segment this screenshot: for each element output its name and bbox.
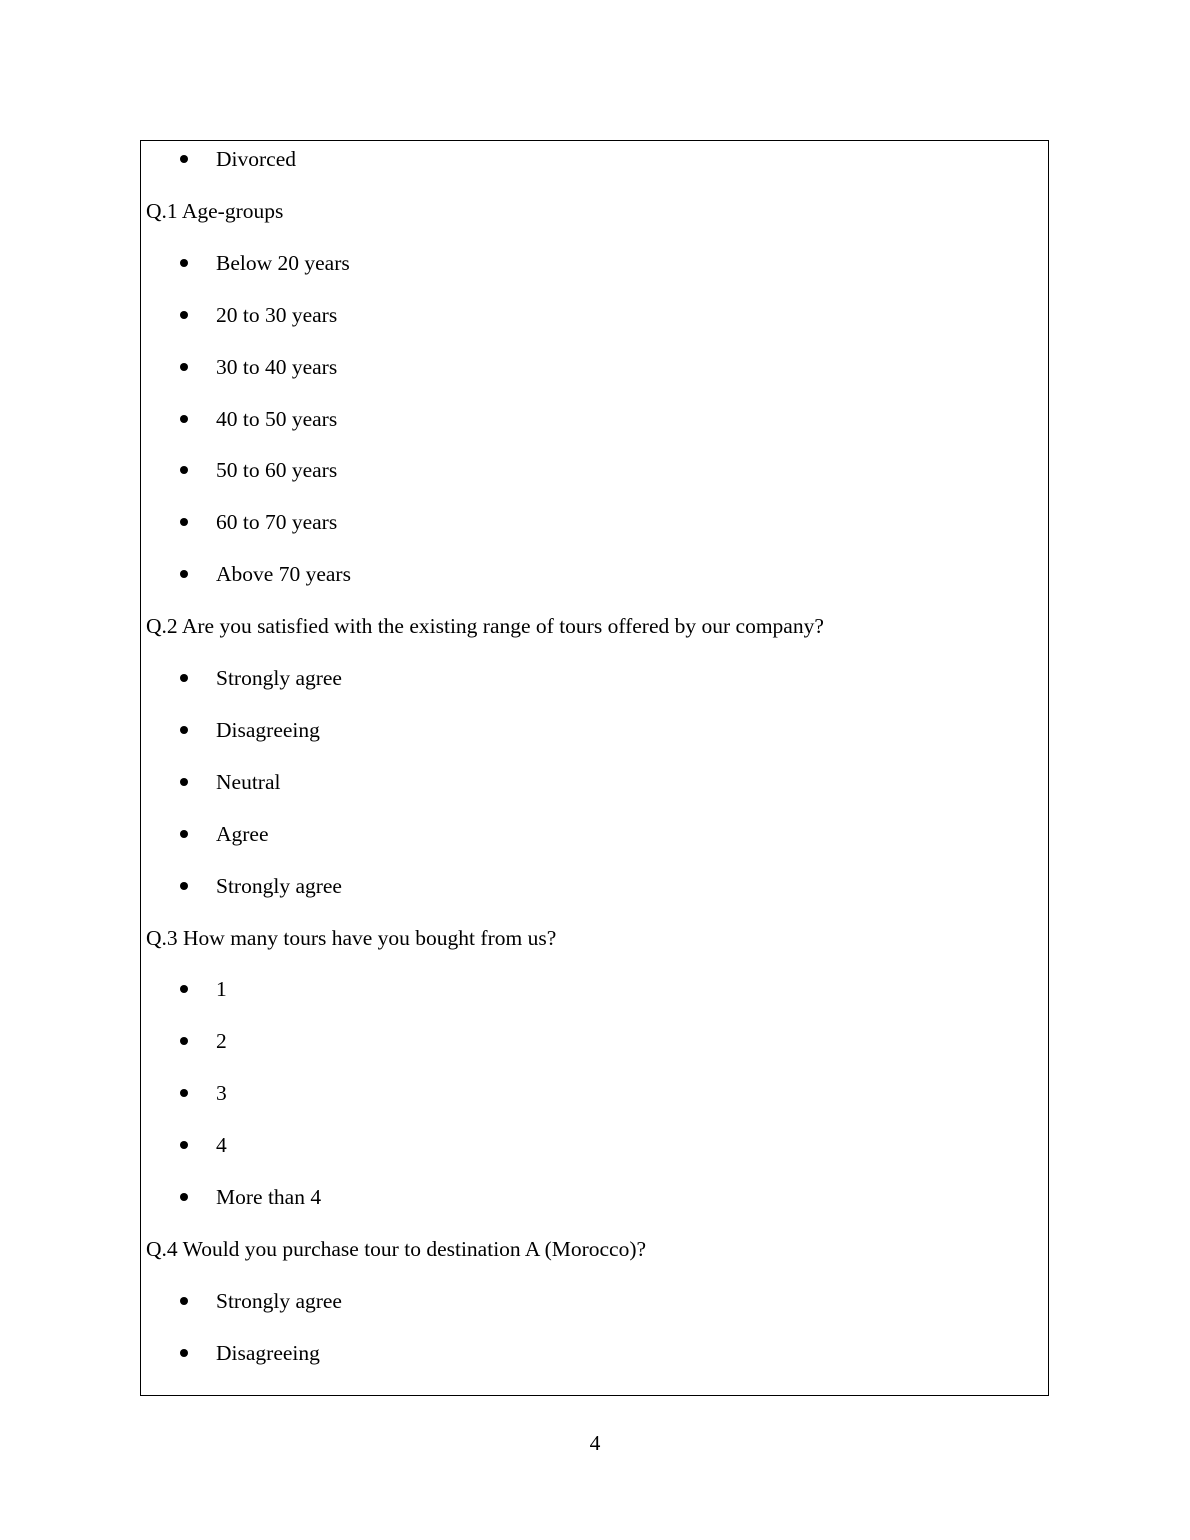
question-heading: Q.4 Would you purchase tour to destination A (Morocco)? <box>146 1236 647 1261</box>
list-item-label: 3 <box>216 1081 227 1106</box>
list-item-label: Above 70 years <box>216 562 351 587</box>
bullet-icon <box>180 1297 188 1305</box>
list-item <box>141 1182 1048 1212</box>
list-item <box>141 300 1048 330</box>
list-item <box>141 352 1048 382</box>
list-item <box>141 455 1048 485</box>
list-item-label: Neutral <box>216 769 281 794</box>
list-item-label: 30 to 40 years <box>216 354 338 379</box>
list-item <box>141 559 1048 589</box>
list-item-label: 1 <box>216 977 227 1002</box>
list-item <box>141 1338 1048 1368</box>
list-item-label: Divorced <box>216 147 296 171</box>
bullet-icon <box>180 1193 188 1201</box>
bullet-icon <box>180 1037 188 1045</box>
page-number: 4 <box>589 1431 601 1455</box>
list-item-label: Below 20 years <box>216 250 350 275</box>
list-item <box>141 507 1048 537</box>
list-item-label: 2 <box>216 1029 227 1054</box>
bullet-icon <box>180 570 188 578</box>
list-item <box>141 871 1048 901</box>
bullet-icon <box>180 726 188 734</box>
list-item <box>141 1026 1048 1056</box>
bullet-icon <box>180 674 188 682</box>
list-item <box>141 1078 1048 1108</box>
list-item <box>141 767 1048 797</box>
bullet-icon <box>180 1089 188 1097</box>
list-item-label: Agree <box>216 821 269 846</box>
bullet-icon <box>180 882 188 890</box>
bullet-icon <box>180 155 188 163</box>
list-item <box>141 715 1048 745</box>
bullet-icon <box>180 518 188 526</box>
bullet-icon <box>180 1141 188 1149</box>
list-item <box>141 819 1048 849</box>
list-item-label: Strongly agree <box>216 1288 342 1313</box>
list-item <box>141 974 1048 1004</box>
list-item-label: 60 to 70 years <box>216 510 338 535</box>
list-item-label: Disagreeing <box>216 717 320 742</box>
bullet-icon <box>180 311 188 319</box>
list-item <box>141 404 1048 434</box>
list-item <box>141 1286 1048 1316</box>
bullet-icon <box>180 259 188 267</box>
list-item-label: 4 <box>216 1133 227 1158</box>
list-item <box>141 1130 1048 1160</box>
list-item-label: Disagreeing <box>216 1340 320 1365</box>
list-item <box>141 663 1048 693</box>
bullet-icon <box>180 363 188 371</box>
bullet-icon <box>180 1349 188 1357</box>
question-heading: Q.1 Age-groups <box>146 198 284 223</box>
list-item-label: 50 to 60 years <box>216 458 338 483</box>
list-item-label: 20 to 30 years <box>216 302 338 327</box>
bullet-icon <box>180 778 188 786</box>
bullet-icon <box>180 830 188 838</box>
list-item-label: Strongly agree <box>216 873 342 898</box>
question-heading: Q.3 How many tours have you bought from us? <box>146 925 557 950</box>
list-item-label: More than 4 <box>216 1185 322 1209</box>
bullet-icon <box>180 415 188 423</box>
questionnaire-box <box>140 140 1049 1396</box>
list-item-label: 40 to 50 years <box>216 406 338 431</box>
list-item <box>141 144 1048 174</box>
question-heading: Q.2 Are you satisfied with the existing range of tours offered by our company? <box>146 614 824 639</box>
list-item <box>141 248 1048 278</box>
bullet-icon <box>180 466 188 474</box>
list-item-label: Strongly agree <box>216 666 342 690</box>
bullet-icon <box>180 985 188 993</box>
